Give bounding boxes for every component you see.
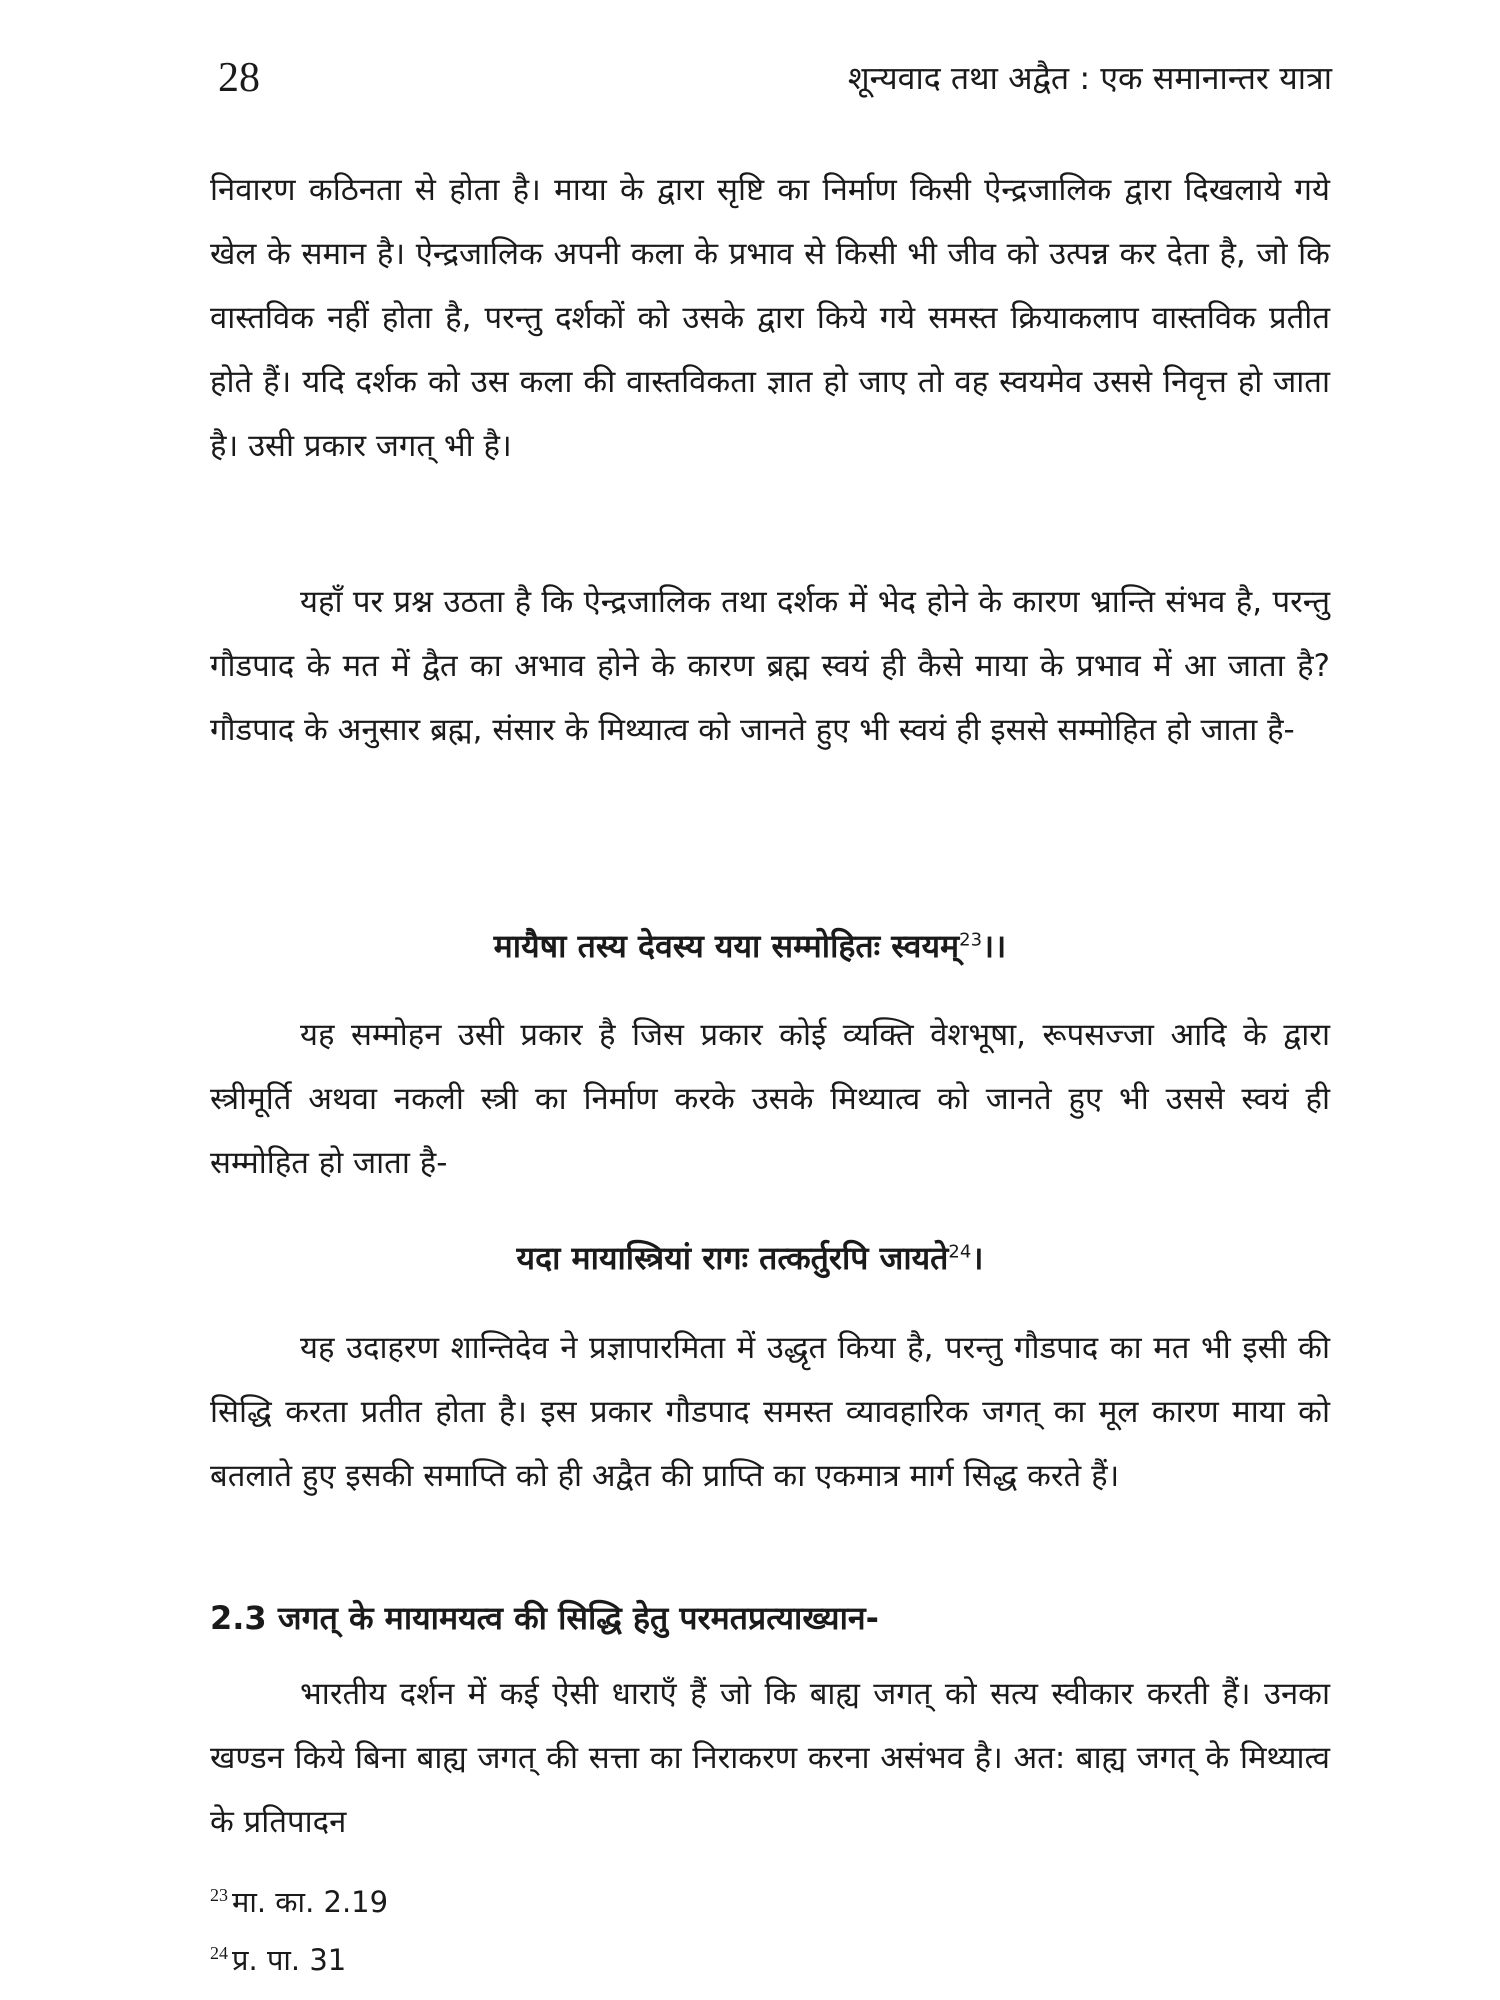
running-head: शून्यवाद तथा अद्वैत : एक समानान्तर यात्रा [847,59,1332,97]
paragraph-2-text: यहाँ पर प्रश्न उठता है कि ऐन्द्रजालिक तथा दर्शक में भेद होने के कारण भ्रान्ति संभव है, परन्तु गौडपाद के मत में द्वैत का अभाव होने के कारण ब्रह्म स्वयं ही कैसे माया के प्रभाव में आ जाता है? गौडपाद के अनुसार ब्रह्म, संसार के मिथ्यात्व को जानते हुए भी स्वयं ही इससे सम्मोहित हो जाता है- [210,584,1330,748]
paragraph-1-text: निवारण कठिनता से होता है। माया के द्वारा सृष्टि का निर्माण किसी ऐन्द्रजालिक द्वारा दिखलाये गये खेल के समान है। ऐन्द्रजालिक अपनी कला के प्रभाव से किसी भी जीव को उत्पन्न कर देता है, जो कि वास्तविक नहीं होता है, परन्तु दर्शकों को उसके द्वारा किये गये समस्त क्रियाकलाप वास्तविक प्रतीत होते हैं। यदि दर्शक को उस कला की वास्तविकता ज्ञात हो जाए तो वह स्वयमेव उससे निवृत्त हो जाता है। उसी प्रकार जगत् भी है। [210,172,1330,464]
page-header [0,0,1500,130]
paragraph-5-text: भारतीय दर्शन में कई ऐसी धाराएँ हैं जो कि बाह्य जगत् को सत्य स्वीकार करती हैं। उनका खण्डन किये बिना बाह्य जगत् की सत्ता का निराकरण करना असंभव है। अत: बाह्य जगत् के मिथ्यात्व के प्रतिपादन [210,1676,1330,1840]
paragraph-4 [210,1316,1330,1508]
paragraph-2 [210,570,1330,762]
footnote-24-number: 24 [210,1943,228,1964]
footnote-ref-23: 23 [959,929,983,951]
paragraph-3 [210,1003,1330,1195]
paragraph-5 [210,1662,1330,1854]
verse-1 [0,920,1500,972]
footnote-23-text: मा. का. 2.19 [232,1885,389,1919]
verse-2 [0,1232,1500,1284]
footnote-24 [210,1938,810,1982]
paragraph-4-text: यह उदाहरण शान्तिदेव ने प्रज्ञापारमिता में उद्धृत किया है, परन्तु गौडपाद का मत भी इसी की सिद्धि करता प्रतीत होता है। इस प्रकार गौडपाद समस्त व्यावहारिक जगत् का मूल कारण माया को बतलाते हुए इसकी समाप्ति को ही अद्वैत की प्राप्ति का एकमात्र मार्ग सिद्ध करते हैं। [210,1330,1330,1494]
paragraph-1 [210,158,1330,478]
section-heading: 2.3 जगत् के मायामयत्व की सिद्धि हेतु परमतप्रत्याख्यान- [210,1599,879,1637]
footnote-24-text: प्र. पा. 31 [232,1943,347,1977]
verse-1-text: मायैषा तस्य देवस्य यया सम्मोहितः स्वयम् [493,927,960,965]
footnote-23 [210,1880,810,1924]
verse-2-text: यदा मायास्त्रियां रागः तत्कर्तुरपि जायते [516,1239,949,1277]
verse-2-end: । [971,1239,984,1277]
page-number: 28 [218,55,260,101]
verse-1-end: ।। [982,927,1007,965]
footnote-ref-24: 24 [948,1241,972,1263]
paragraph-3-text: यह सम्मोहन उसी प्रकार है जिस प्रकार कोई व्यक्ति वेशभूषा, रूपसज्जा आदि के द्वारा स्त्रीमूर्ति अथवा नकली स्त्री का निर्माण करके उसके मिथ्यात्व को जानते हुए भी उससे स्वयं ही सम्मोहित हो जाता है- [210,1017,1330,1181]
footnote-23-number: 23 [210,1885,228,1906]
